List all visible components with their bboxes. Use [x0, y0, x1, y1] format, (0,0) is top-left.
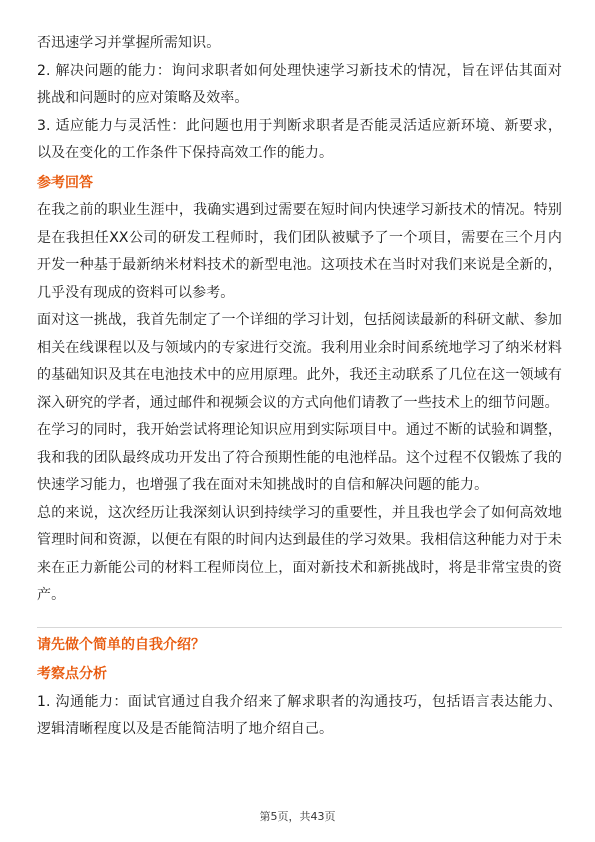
answer-heading: 参考回答 — [37, 174, 93, 191]
document-page — [37, 30, 562, 744]
top-paragraph: 否迅速学习并掌握所需知识。 — [37, 35, 221, 51]
section-divider — [37, 627, 562, 628]
top-paragraph: 3. 适应能力与灵活性：此问题也用于判断求职者是否能灵活适应新环境、新要求，以及在变化的工作条件下保持高效工作的能力。 — [37, 117, 562, 161]
analysis-heading: 考察点分析 — [37, 666, 107, 682]
next-question-title: 请先做个简单的自我介绍？ — [37, 636, 205, 653]
top-paragraph: 2. 解决问题的能力：询问求职者如何处理快速学习新技术的情况，旨在评估其面对挑战和问题时的应对策略及效率。 — [37, 62, 562, 106]
answer-paragraph: 在我之前的职业生涯中，我确实遇到过需要在短时间内快速学习新技术的情况。特别是在我担任XX公司的研发工程师时，我们团队被赋予了一个项目，需要在三个月内开发一种基于最新纳米材料技术的新型电池。这项技术在当时对我们来说是全新的，几乎没有现成的资料可以参考。 — [37, 202, 562, 301]
analysis-paragraph: 1. 沟通能力：面试官通过自我介绍来了解求职者的沟通技巧，包括语言表达能力、逻辑清晰程度以及是否能简洁明了地介绍自己。 — [37, 693, 562, 737]
answer-paragraph: 总的来说，这次经历让我深刻认识到持续学习的重要性，并且我也学会了如何高效地管理时间和资源，以便在有限的时间内达到最佳的学习效果。我相信这种能力对于未来在正力新能公司的材料工程师岗位上，面对新技术和新挑战时，将是非常宝贵的资产。 — [37, 504, 562, 603]
page-number-footer: 第5页，共43页 — [259, 810, 336, 823]
answer-paragraph: 在学习的同时，我开始尝试将理论知识应用到实际项目中。通过不断的试验和调整，我和我的团队最终成功开发出了符合预期性能的电池样品。这个过程不仅锻炼了我的快速学习能力，也增强了我在面对未知挑战时的自信和解决问题的能力。 — [37, 422, 562, 493]
answer-paragraph: 面对这一挑战，我首先制定了一个详细的学习计划，包括阅读最新的科研文献、参加相关在线课程以及与领域内的专家进行交流。我利用业余时间系统地学习了纳米材料的基础知识及其在电池技术中的应用原理。此外，我还主动联系了几位在这一领域有深入研究的学者，通过邮件和视频会议的方式向他们请教了一些技术上的细节问题。 — [37, 312, 562, 411]
